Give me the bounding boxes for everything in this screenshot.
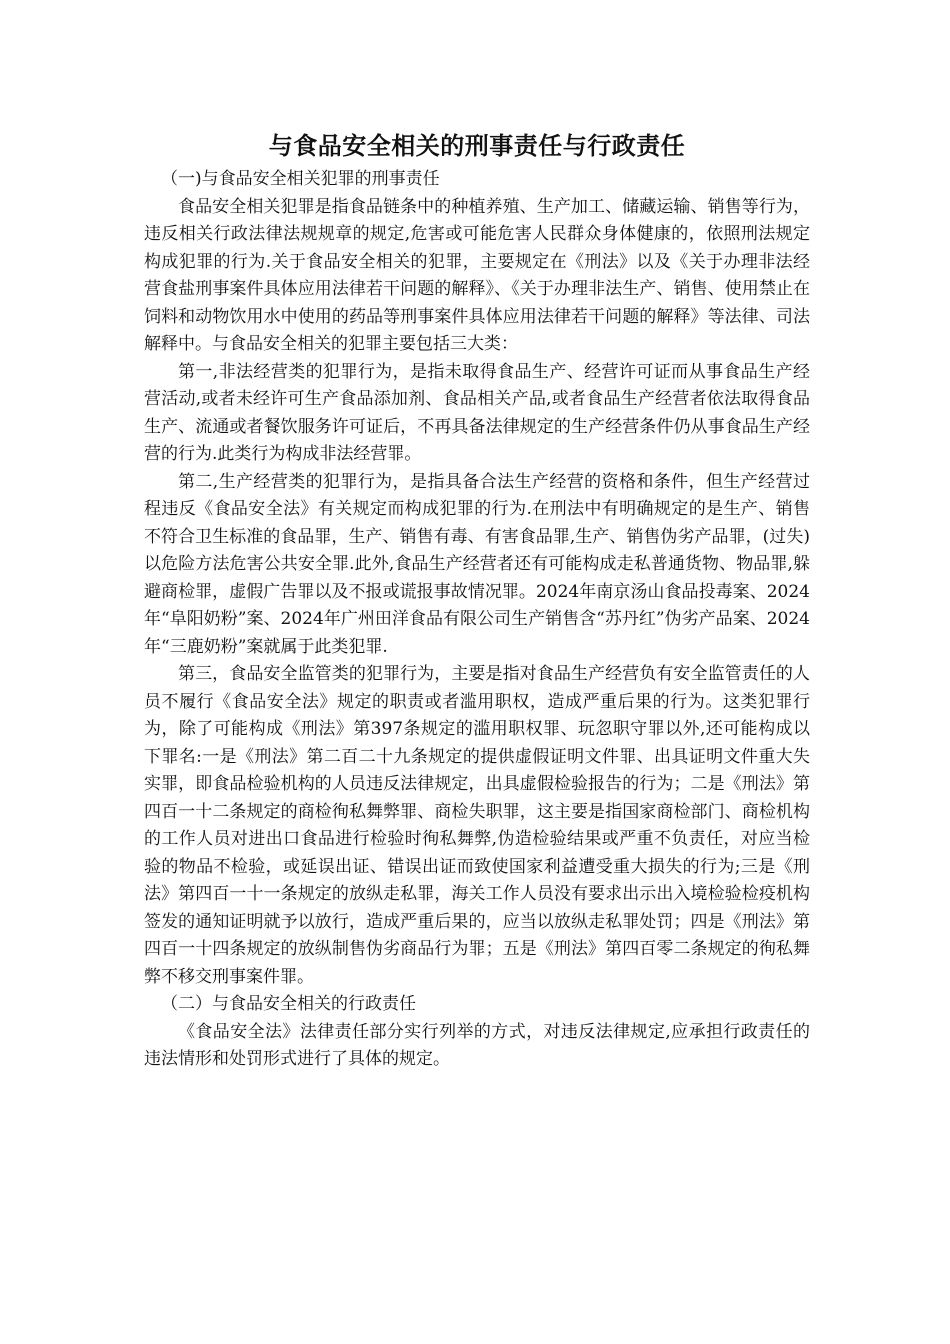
section-heading-criminal: （一)与食品安全相关犯罪的刑事责任 [161, 169, 440, 189]
paragraph-third-category: 第三，食品安全监管类的犯罪行为，主要是指对食品生产经营负有安全监管责任的人员不履行《食品安全法》规定的职责或者滥用职权，造成严重后果的行为。这类犯罪行为，除了可能构成《刑法》第397条规定的滥用职权罪、玩忽职守罪以外,还可能构成以下罪名:一是《刑法》第二百二十九条规定的提供虚假证明文件罪、出具证明文件重大失实罪，即食品检验机构的人员违反法律规定，出具虚假检验报告的行为；二是《刑法》第四百一十二条规定的商检徇私舞弊罪、商检失职罪，这主要是指国家商检部门、商检机构的工作人员对进出口食品进行检验时徇私舞弊,伪造检验结果或严重不负责任，对应当检验的物品不检验，或延误出证、错误出证而致使国家利益遭受重大损失的行为;三是《刑法》第四百一十一条规定的放纵走私罪，海关工作人员没有要求出示出入境检验检疫机构签发的通知证明就予以放行，造成严重后果的，应当以放纵走私罪处罚；四是《刑法》第四百一十四条规定的放纵制售伪劣商品行为罪；五是《刑法》第四百零二条规定的徇私舞弊不移交刑事案件罪。 [144, 664, 810, 987]
paragraph-administrative: 《食品安全法》法律责任部分实行列举的方式，对违反法律规定,应承担行政责任的违法情形和处罚形式进行了具体的规定。 [144, 1021, 810, 1069]
paragraph-definition: 食品安全相关犯罪是指食品链条中的种植养殖、生产加工、储藏运输、销售等行为，违反相关行政法律法规规章的规定,危害或可能危害人民群众身体健康的，依照刑法规定构成犯罪的行为.关于食品安全相关的犯罪，主要规定在《刑法》以及《关于办理非法经营食盐刑事案件具体应用法律若干问题的解释》、《关于办理非法生产、销售、使用禁止在饲料和动物饮用水中使用的药品等刑事案件具体应用法律若干问题的解释》等法律、司法解释中。与食品安全相关的犯罪主要包括三大类： [144, 196, 810, 354]
paragraph-second-category: 第二,生产经营类的犯罪行为，是指具备合法生产经营的资格和条件，但生产经营过程违反《食品安全法》有关规定而构成犯罪的行为.在刑法中有明确规定的是生产、销售不符合卫生标准的食品罪，生产、销售有毒、有害食品罪,生产、销售伪劣产品罪，(过失)以危险方法危害公共安全罪.此外,食品生产经营者还有可能构成走私普通货物、物品罪,躲避商检罪，虚假广告罪以及不报或谎报事故情况罪。2024年南京汤山食品投毒案、2024年“阜阳奶粉”案、2024年广州田洋食品有限公司生产销售含“苏丹红”伪劣产品案、2024年“三鹿奶粉”案就属于此类犯罪. [144, 471, 810, 657]
document-title: 与食品安全相关的刑事责任与行政责任 [268, 132, 686, 160]
paragraph-first-category: 第一,非法经营类的犯罪行为，是指未取得食品生产、经营许可证而从事食品生产经营活动,或者未经许可生产食品添加剂、食品相关产品,或者食品生产经营者依法取得食品生产、流通或者餐饮服务许可证后，不再具备法律规定的生产经营条件仍从事食品生产经营的行为.此类行为构成非法经营罪。 [144, 361, 810, 464]
section-heading-administrative: （二）与食品安全相关的行政责任 [161, 994, 416, 1014]
document-page [144, 128, 810, 1074]
